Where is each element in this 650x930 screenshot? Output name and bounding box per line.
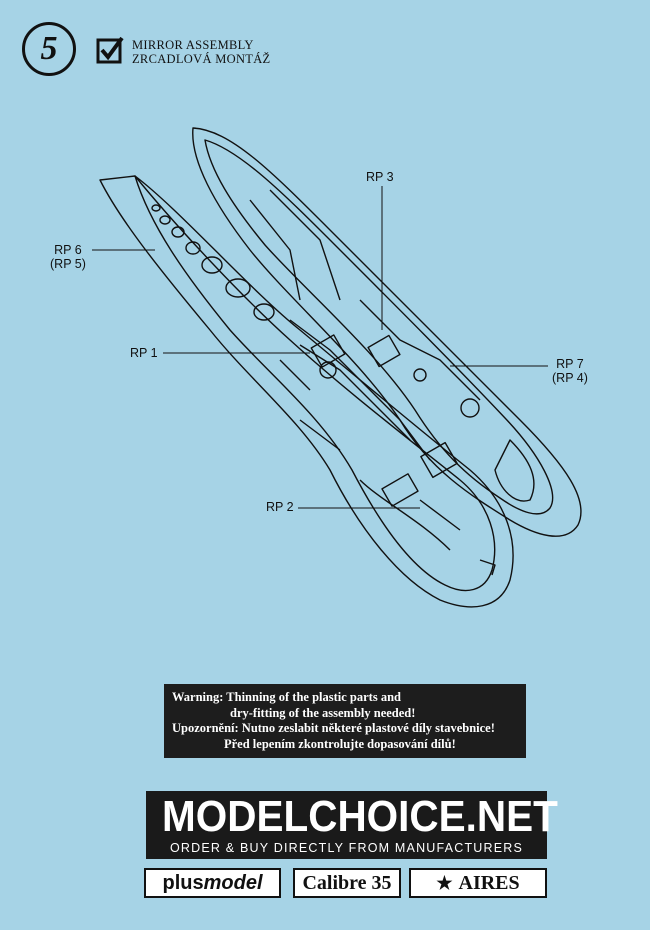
step-title-en: MIRROR ASSEMBLY xyxy=(132,38,254,52)
label-rp3-text: RP 3 xyxy=(366,170,394,184)
step-number-text: 5 xyxy=(40,30,58,67)
star-icon: ★ xyxy=(436,872,453,893)
warning-line-2: dry-fitting of the assembly needed! xyxy=(230,705,416,720)
label-rp6-text: RP 6 xyxy=(54,243,82,257)
label-rp2 xyxy=(266,500,294,514)
label-rp7 xyxy=(552,357,588,385)
label-rp3 xyxy=(366,170,394,184)
calibre-logo-text: Calibre 35 xyxy=(302,871,392,894)
modelchoice-banner[interactable] xyxy=(146,791,558,859)
warning-line-1: Warning: Thinning of the plastic parts and xyxy=(172,690,401,704)
warning-panel xyxy=(164,684,526,758)
aires-logo-text: AIRES xyxy=(458,871,520,894)
banner-tagline: ORDER & BUY DIRECTLY FROM MANUFACTURERS xyxy=(169,841,524,855)
label-rp7-alt: (RP 4) xyxy=(552,371,588,385)
plusmodel-logo-a: plus xyxy=(162,871,204,894)
plusmodel-logo[interactable] xyxy=(144,868,281,898)
calibre-logo[interactable] xyxy=(293,868,401,898)
label-rp7-text: RP 7 xyxy=(556,357,584,371)
label-rp6 xyxy=(50,243,86,271)
label-rp1-text: RP 1 xyxy=(130,346,158,360)
part-rp6-inner xyxy=(135,176,495,590)
label-rp6-alt: (RP 5) xyxy=(50,257,86,271)
plusmodel-logo-b: model xyxy=(203,871,263,894)
label-rp2-text: RP 2 xyxy=(266,500,294,514)
step-title-cz: ZRCADLOVÁ MONTÁŽ xyxy=(132,52,271,66)
aires-logo[interactable] xyxy=(409,868,547,898)
part-rp6-outline xyxy=(100,176,513,607)
label-rp1 xyxy=(130,346,158,360)
banner-brand: MODELCHOICE.NET xyxy=(162,792,558,841)
warning-line-4: Před lepením zkontrolujte dopasování dílů! xyxy=(224,736,456,751)
part-rp7-outline xyxy=(193,128,581,536)
warning-line-3: Upozornění: Nutno zeslabit některé plastové díly stavebnice! xyxy=(172,721,495,735)
